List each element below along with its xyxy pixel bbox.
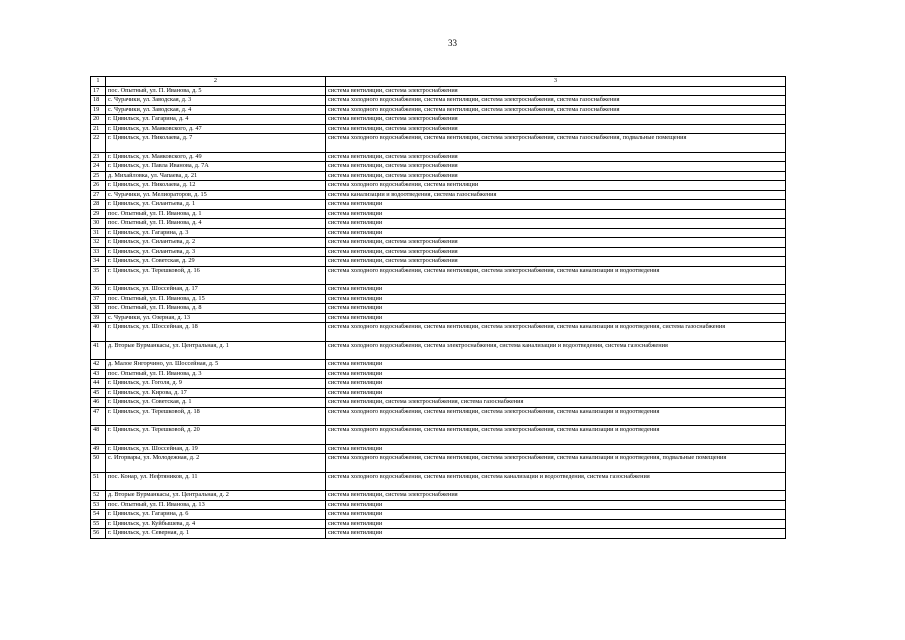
row-systems-cell: система вентиляции, система электроснабжения: [326, 247, 786, 257]
table-row: [91, 171, 786, 181]
row-number-cell: 41: [91, 341, 106, 360]
table-row: [91, 257, 786, 267]
row-address-cell: г. Цивильск, ул. Терешковой, д. 20: [106, 426, 326, 445]
row-systems-cell: система холодного водоснабжения, система вентиляции, система электроснабжения, система газоснабжения: [326, 96, 786, 106]
row-number-cell: 32: [91, 238, 106, 248]
page-number: 33: [448, 38, 457, 48]
row-systems-cell: система холодного водоснабжения, система вентиляции: [326, 181, 786, 191]
row-number-cell: 22: [91, 134, 106, 153]
row-address-cell: пос. Опытный, ул. П. Иванова, д. 8: [106, 304, 326, 314]
row-address-cell: с. Чурачики, ул. Заводская, д. 4: [106, 105, 326, 115]
row-systems-cell: система вентиляции: [326, 285, 786, 295]
row-number-cell: 55: [91, 519, 106, 529]
row-number-cell: 46: [91, 398, 106, 408]
row-address-cell: г. Цивильск, ул. Терешковой, д. 16: [106, 266, 326, 285]
row-address-cell: пос. Опытный, ул. П. Иванова, д. 1: [106, 209, 326, 219]
table-row: [91, 266, 786, 285]
table-header-row: [91, 77, 786, 87]
row-address-cell: г. Цивильск, ул. Куйбышева, д. 4: [106, 519, 326, 529]
row-systems-cell: система вентиляции: [326, 294, 786, 304]
row-number-cell: 38: [91, 304, 106, 314]
row-systems-cell: система вентиляции, система электроснабжения: [326, 162, 786, 172]
row-systems-cell: система вентиляции: [326, 209, 786, 219]
row-systems-cell: система холодного водоснабжения, система вентиляции, система электроснабжения, система канализации и водоотведения: [326, 266, 786, 285]
row-address-cell: г. Цивильск, ул. Николаева, д. 7: [106, 134, 326, 153]
table-row: [91, 219, 786, 229]
table-row: [91, 426, 786, 445]
row-address-cell: г. Цивильск, ул. Советская, д. 29: [106, 257, 326, 267]
row-number-cell: 39: [91, 313, 106, 323]
table-row: [91, 304, 786, 314]
row-number-cell: 52: [91, 491, 106, 501]
table-row: [91, 228, 786, 238]
row-systems-cell: система вентиляции: [326, 369, 786, 379]
systems-table: [90, 76, 786, 539]
row-address-cell: г. Цивильск, ул. Шоссейная, д. 18: [106, 323, 326, 342]
table-row: [91, 360, 786, 370]
table-row: [91, 134, 786, 153]
row-number-cell: 35: [91, 266, 106, 285]
row-systems-cell: система холодного водоснабжения, система вентиляции, система электроснабжения, система канализации и водоотведения: [326, 426, 786, 445]
table-row: [91, 379, 786, 389]
row-number-cell: 28: [91, 200, 106, 210]
row-number-cell: 27: [91, 190, 106, 200]
row-number-cell: 25: [91, 171, 106, 181]
table-row: [91, 369, 786, 379]
row-address-cell: с. Чурачики, ул. Мелиораторов, д. 15: [106, 190, 326, 200]
row-address-cell: д. Вторые Вурманкасы, ул. Центральная, д. 1: [106, 341, 326, 360]
row-number-cell: 30: [91, 219, 106, 229]
row-systems-cell: система вентиляции: [326, 500, 786, 510]
row-address-cell: г. Цивильск, ул. Маяковского, д. 49: [106, 152, 326, 162]
row-systems-cell: система вентиляции, система электроснабжения: [326, 491, 786, 501]
table-row: [91, 294, 786, 304]
table-row: [91, 407, 786, 426]
table-row: [91, 190, 786, 200]
table-row: [91, 247, 786, 257]
row-number-cell: 48: [91, 426, 106, 445]
row-systems-cell: система вентиляции: [326, 388, 786, 398]
header-col-address: 2: [106, 77, 326, 87]
table-row: [91, 285, 786, 295]
row-address-cell: г. Цивильск, ул. Маяковского, д. 47: [106, 124, 326, 134]
row-number-cell: 24: [91, 162, 106, 172]
row-systems-cell: система вентиляции, система электроснабжения: [326, 171, 786, 181]
row-systems-cell: система вентиляции: [326, 219, 786, 229]
table-row: [91, 152, 786, 162]
table-row: [91, 238, 786, 248]
row-systems-cell: система вентиляции: [326, 228, 786, 238]
table-row: [91, 86, 786, 96]
row-systems-cell: система холодного водоснабжения, система вентиляции, система электроснабжения, система газоснабжения: [326, 105, 786, 115]
row-systems-cell: система холодного водоснабжения, система вентиляции, система электроснабжения, система канализации и водоотведения: [326, 407, 786, 426]
table-row: [91, 472, 786, 491]
row-address-cell: с. Чурачики, ул. Заводская, д. 3: [106, 96, 326, 106]
row-systems-cell: система холодного водоснабжения, система вентиляции, система канализации и водоотведения, система газоснабжения: [326, 472, 786, 491]
table-row: [91, 200, 786, 210]
table-row: [91, 529, 786, 539]
table-row: [91, 444, 786, 454]
row-systems-cell: система вентиляции: [326, 313, 786, 323]
row-address-cell: пос. Опытный, ул. П. Иванова, д. 3: [106, 369, 326, 379]
row-systems-cell: система вентиляции: [326, 510, 786, 520]
row-address-cell: г. Цивильск, ул. Шоссейная, д. 19: [106, 444, 326, 454]
row-number-cell: 21: [91, 124, 106, 134]
table-row: [91, 209, 786, 219]
row-number-cell: 47: [91, 407, 106, 426]
row-systems-cell: система вентиляции: [326, 200, 786, 210]
row-address-cell: г. Цивильск, ул. Шоссейная, д. 17: [106, 285, 326, 295]
row-systems-cell: система вентиляции, система электроснабжения: [326, 152, 786, 162]
row-number-cell: 19: [91, 105, 106, 115]
row-address-cell: г. Цивильск, ул. Советская, д. 1: [106, 398, 326, 408]
row-systems-cell: система вентиляции, система электроснабжения: [326, 86, 786, 96]
row-number-cell: 26: [91, 181, 106, 191]
row-address-cell: г. Цивильск, ул. Павла Иванова, д. 7А: [106, 162, 326, 172]
row-number-cell: 42: [91, 360, 106, 370]
row-address-cell: г. Цивильск, ул. Силантьева, д. 1: [106, 200, 326, 210]
header-col-number: 1: [91, 77, 106, 87]
row-number-cell: 20: [91, 115, 106, 125]
row-address-cell: г. Цивильск, ул. Гоголя, д. 9: [106, 379, 326, 389]
table-row: [91, 454, 786, 473]
row-systems-cell: система вентиляции: [326, 304, 786, 314]
row-systems-cell: система холодного водоснабжения, система вентиляции, система электроснабжения, система канализации и водоотведения, система газоснабжения: [326, 323, 786, 342]
row-address-cell: пос. Опытный, ул. П. Иванова, д. 5: [106, 86, 326, 96]
row-number-cell: 53: [91, 500, 106, 510]
row-systems-cell: система вентиляции, система электроснабжения: [326, 238, 786, 248]
row-number-cell: 40: [91, 323, 106, 342]
table-row: [91, 313, 786, 323]
row-address-cell: г. Цивильск, ул. Силантьева, д. 3: [106, 247, 326, 257]
row-number-cell: 31: [91, 228, 106, 238]
row-systems-cell: система вентиляции, система электроснабжения: [326, 115, 786, 125]
row-systems-cell: система вентиляции: [326, 444, 786, 454]
row-systems-cell: система вентиляции: [326, 379, 786, 389]
row-systems-cell: система вентиляции, система электроснабжения: [326, 124, 786, 134]
table-row: [91, 162, 786, 172]
row-number-cell: 34: [91, 257, 106, 267]
row-address-cell: г. Цивильск, ул. Николаева, д. 12: [106, 181, 326, 191]
header-col-systems: 3: [326, 77, 786, 87]
row-address-cell: г. Цивильск, ул. Гагарина, д. 3: [106, 228, 326, 238]
row-number-cell: 45: [91, 388, 106, 398]
row-number-cell: 49: [91, 444, 106, 454]
row-address-cell: г. Цивильск, ул. Терешковой, д. 18: [106, 407, 326, 426]
row-systems-cell: система канализации и водоотведения, система газоснабжения: [326, 190, 786, 200]
row-address-cell: пос. Конар, ул. Нефтяников, д. 11: [106, 472, 326, 491]
row-systems-cell: система холодного водоснабжения, система вентиляции, система электроснабжения, система канализации и водоотведения, подвальные помещения: [326, 454, 786, 473]
table-row: [91, 96, 786, 106]
table-row: [91, 115, 786, 125]
table-row: [91, 124, 786, 134]
row-address-cell: г. Цивильск, ул. Гагарина, д. 6: [106, 510, 326, 520]
row-systems-cell: система вентиляции: [326, 519, 786, 529]
table-row: [91, 398, 786, 408]
table-row: [91, 341, 786, 360]
row-address-cell: г. Цивильск, ул. Северная, д. 1: [106, 529, 326, 539]
row-number-cell: 44: [91, 379, 106, 389]
row-address-cell: д. Михайловка, ул. Чапаева, д. 21: [106, 171, 326, 181]
table-row: [91, 491, 786, 501]
row-number-cell: 54: [91, 510, 106, 520]
row-address-cell: пос. Опытный, ул. П. Иванова, д. 4: [106, 219, 326, 229]
row-number-cell: 33: [91, 247, 106, 257]
table-body: [91, 77, 786, 539]
row-address-cell: пос. Опытный, ул. П. Иванова, д. 13: [106, 500, 326, 510]
row-number-cell: 18: [91, 96, 106, 106]
row-number-cell: 56: [91, 529, 106, 539]
row-address-cell: д. Вторые Вурманкасы, ул. Центральная, д. 2: [106, 491, 326, 501]
table-row: [91, 105, 786, 115]
table-row: [91, 388, 786, 398]
row-number-cell: 29: [91, 209, 106, 219]
row-address-cell: с. Игорвары, ул. Молодежная, д. 2: [106, 454, 326, 473]
table-row: [91, 510, 786, 520]
table-row: [91, 500, 786, 510]
row-address-cell: г. Цивильск, ул. Кирова, д. 17: [106, 388, 326, 398]
row-systems-cell: система холодного водоснабжения, система вентиляции, система электроснабжения, система газоснабжения, подвальные помещения: [326, 134, 786, 153]
table-row: [91, 181, 786, 191]
row-address-cell: с. Чурачики, ул. Озерная, д. 13: [106, 313, 326, 323]
row-number-cell: 43: [91, 369, 106, 379]
row-systems-cell: система холодного водоснабжения, система электроснабжения, система канализации и водоотведения, система газоснабжения: [326, 341, 786, 360]
row-systems-cell: система вентиляции, система электроснабжения: [326, 257, 786, 267]
row-address-cell: пос. Опытный, ул. П. Иванова, д. 15: [106, 294, 326, 304]
row-systems-cell: система вентиляции: [326, 529, 786, 539]
row-address-cell: г. Цивильск, ул. Гагарина, д. 4: [106, 115, 326, 125]
row-systems-cell: система вентиляции, система электроснабжения, система газоснабжения: [326, 398, 786, 408]
table-row: [91, 519, 786, 529]
row-number-cell: 50: [91, 454, 106, 473]
row-number-cell: 37: [91, 294, 106, 304]
row-address-cell: д. Малое Янгорчино, ул. Шоссейная, д. 5: [106, 360, 326, 370]
row-number-cell: 23: [91, 152, 106, 162]
row-number-cell: 36: [91, 285, 106, 295]
row-address-cell: г. Цивильск, ул. Силантьева, д. 2: [106, 238, 326, 248]
row-number-cell: 17: [91, 86, 106, 96]
row-number-cell: 51: [91, 472, 106, 491]
row-systems-cell: система вентиляции: [326, 360, 786, 370]
table-row: [91, 323, 786, 342]
